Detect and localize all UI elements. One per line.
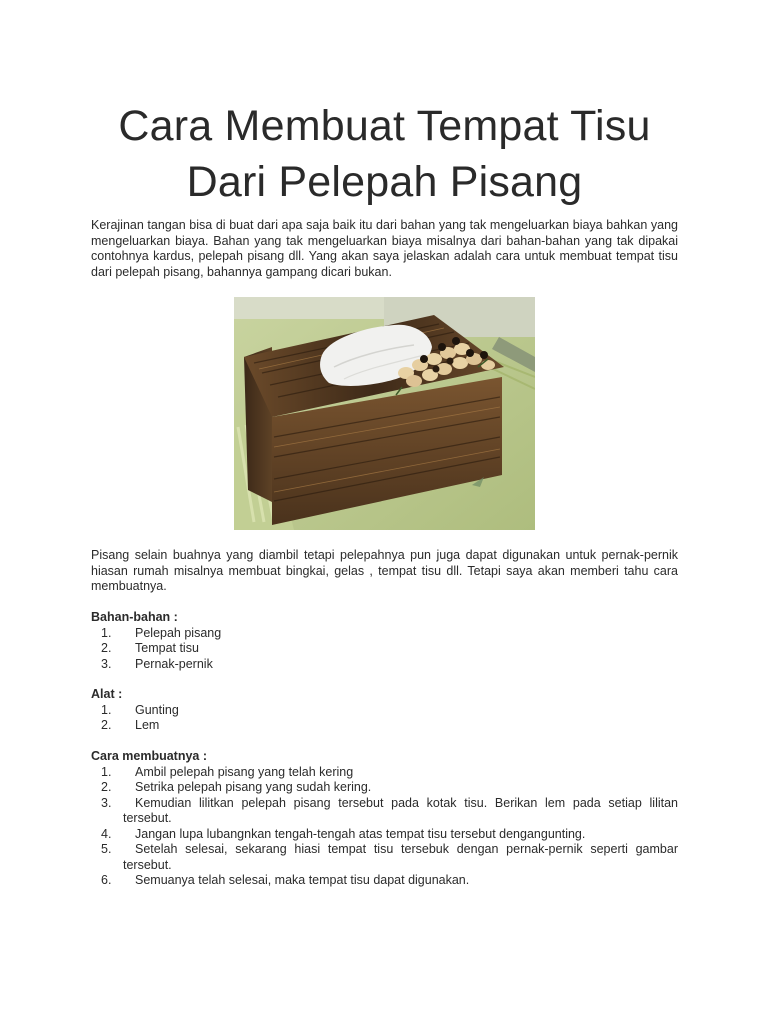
- list-item: [91, 657, 678, 673]
- list-text: Pelepah pisang: [135, 625, 222, 640]
- list-item: [91, 873, 678, 889]
- list-number: 2.: [101, 641, 112, 656]
- list-item: [91, 765, 678, 781]
- list-text: Semuanya telah selesai, maka tempat tisu dapat digunakan.: [135, 873, 470, 888]
- title-line-2: Dari Pelepah Pisang: [186, 158, 583, 206]
- list-item: [91, 842, 678, 873]
- list-number: 1.: [101, 702, 112, 717]
- list-number: 3.: [101, 656, 112, 671]
- steps-heading: Cara membuatnya :: [91, 748, 208, 763]
- steps-list: [91, 765, 678, 889]
- list-item: [91, 703, 678, 719]
- tools-list: [91, 703, 678, 734]
- tools-heading: Alat :: [91, 687, 123, 702]
- materials-list: [91, 626, 678, 673]
- list-item: [91, 827, 678, 843]
- list-number: 1.: [101, 764, 112, 779]
- tissue-box-photo: [234, 297, 535, 530]
- list-item: [91, 718, 678, 734]
- list-number: 1.: [101, 625, 112, 640]
- second-paragraph: Pisang selain buahnya yang diambil tetapi pelepahnya pun juga dapat digunakan untuk pernak-pernik hiasan rumah misalnya membuat bingkai, gelas , tempat tisu dll. Tetapi saya akan memberi tahu cara membuatnya.: [91, 547, 678, 594]
- title-line-1: Cara Membuat Tempat Tisu: [118, 102, 651, 150]
- list-item: [91, 796, 678, 827]
- list-number: 3.: [101, 795, 112, 810]
- list-number: 2.: [101, 780, 112, 795]
- list-text: Tempat tisu: [135, 641, 199, 656]
- list-number: 2.: [101, 718, 112, 733]
- list-text: Kemudian lilitkan pelepah pisang tersebut pada kotak tisu. Berikan lem pada setiap lilitan tersebut.: [123, 795, 678, 826]
- materials-heading: Bahan-bahan :: [91, 609, 178, 624]
- list-text: Lem: [135, 718, 160, 733]
- list-number: 4.: [101, 826, 112, 841]
- list-text: Pernak-pernik: [135, 656, 213, 671]
- page-title: [91, 0, 678, 210]
- list-text: Setrika pelepah pisang yang sudah kering.: [135, 780, 372, 795]
- list-text: Jangan lupa lubangnkan tengah-tengah atas tempat tisu tersebut dengangunting.: [135, 826, 586, 841]
- list-text: Setelah selesai, sekarang hiasi tempat tisu tersebuk dengan pernak-pernik seperti gambar tersebut.: [123, 842, 678, 872]
- intro-paragraph: Kerajinan tangan bisa di buat dari apa saja baik itu dari bahan yang tak mengeluarkan biaya bahkan yang mengeluarkan biaya. Bahan yang tak mengeluarkan biaya misalnya dari bahan-bahan yang tak dipakai contohnya kardus, pelepah pisang dll. Yang akan saya jelaskan adalah cara untuk membuat tempat tisu dari pelepah pisang, bahannya gampang dicari bukan.: [91, 218, 678, 280]
- list-number: 5.: [101, 842, 112, 857]
- document-page: [91, 0, 678, 889]
- list-number: 6.: [101, 873, 112, 888]
- list-item: [91, 641, 678, 657]
- list-text: Ambil pelepah pisang yang telah kering: [135, 764, 354, 779]
- list-item: [91, 626, 678, 642]
- list-text: Gunting: [135, 702, 179, 717]
- list-item: [91, 780, 678, 796]
- tissue-box-illustration: [234, 297, 535, 530]
